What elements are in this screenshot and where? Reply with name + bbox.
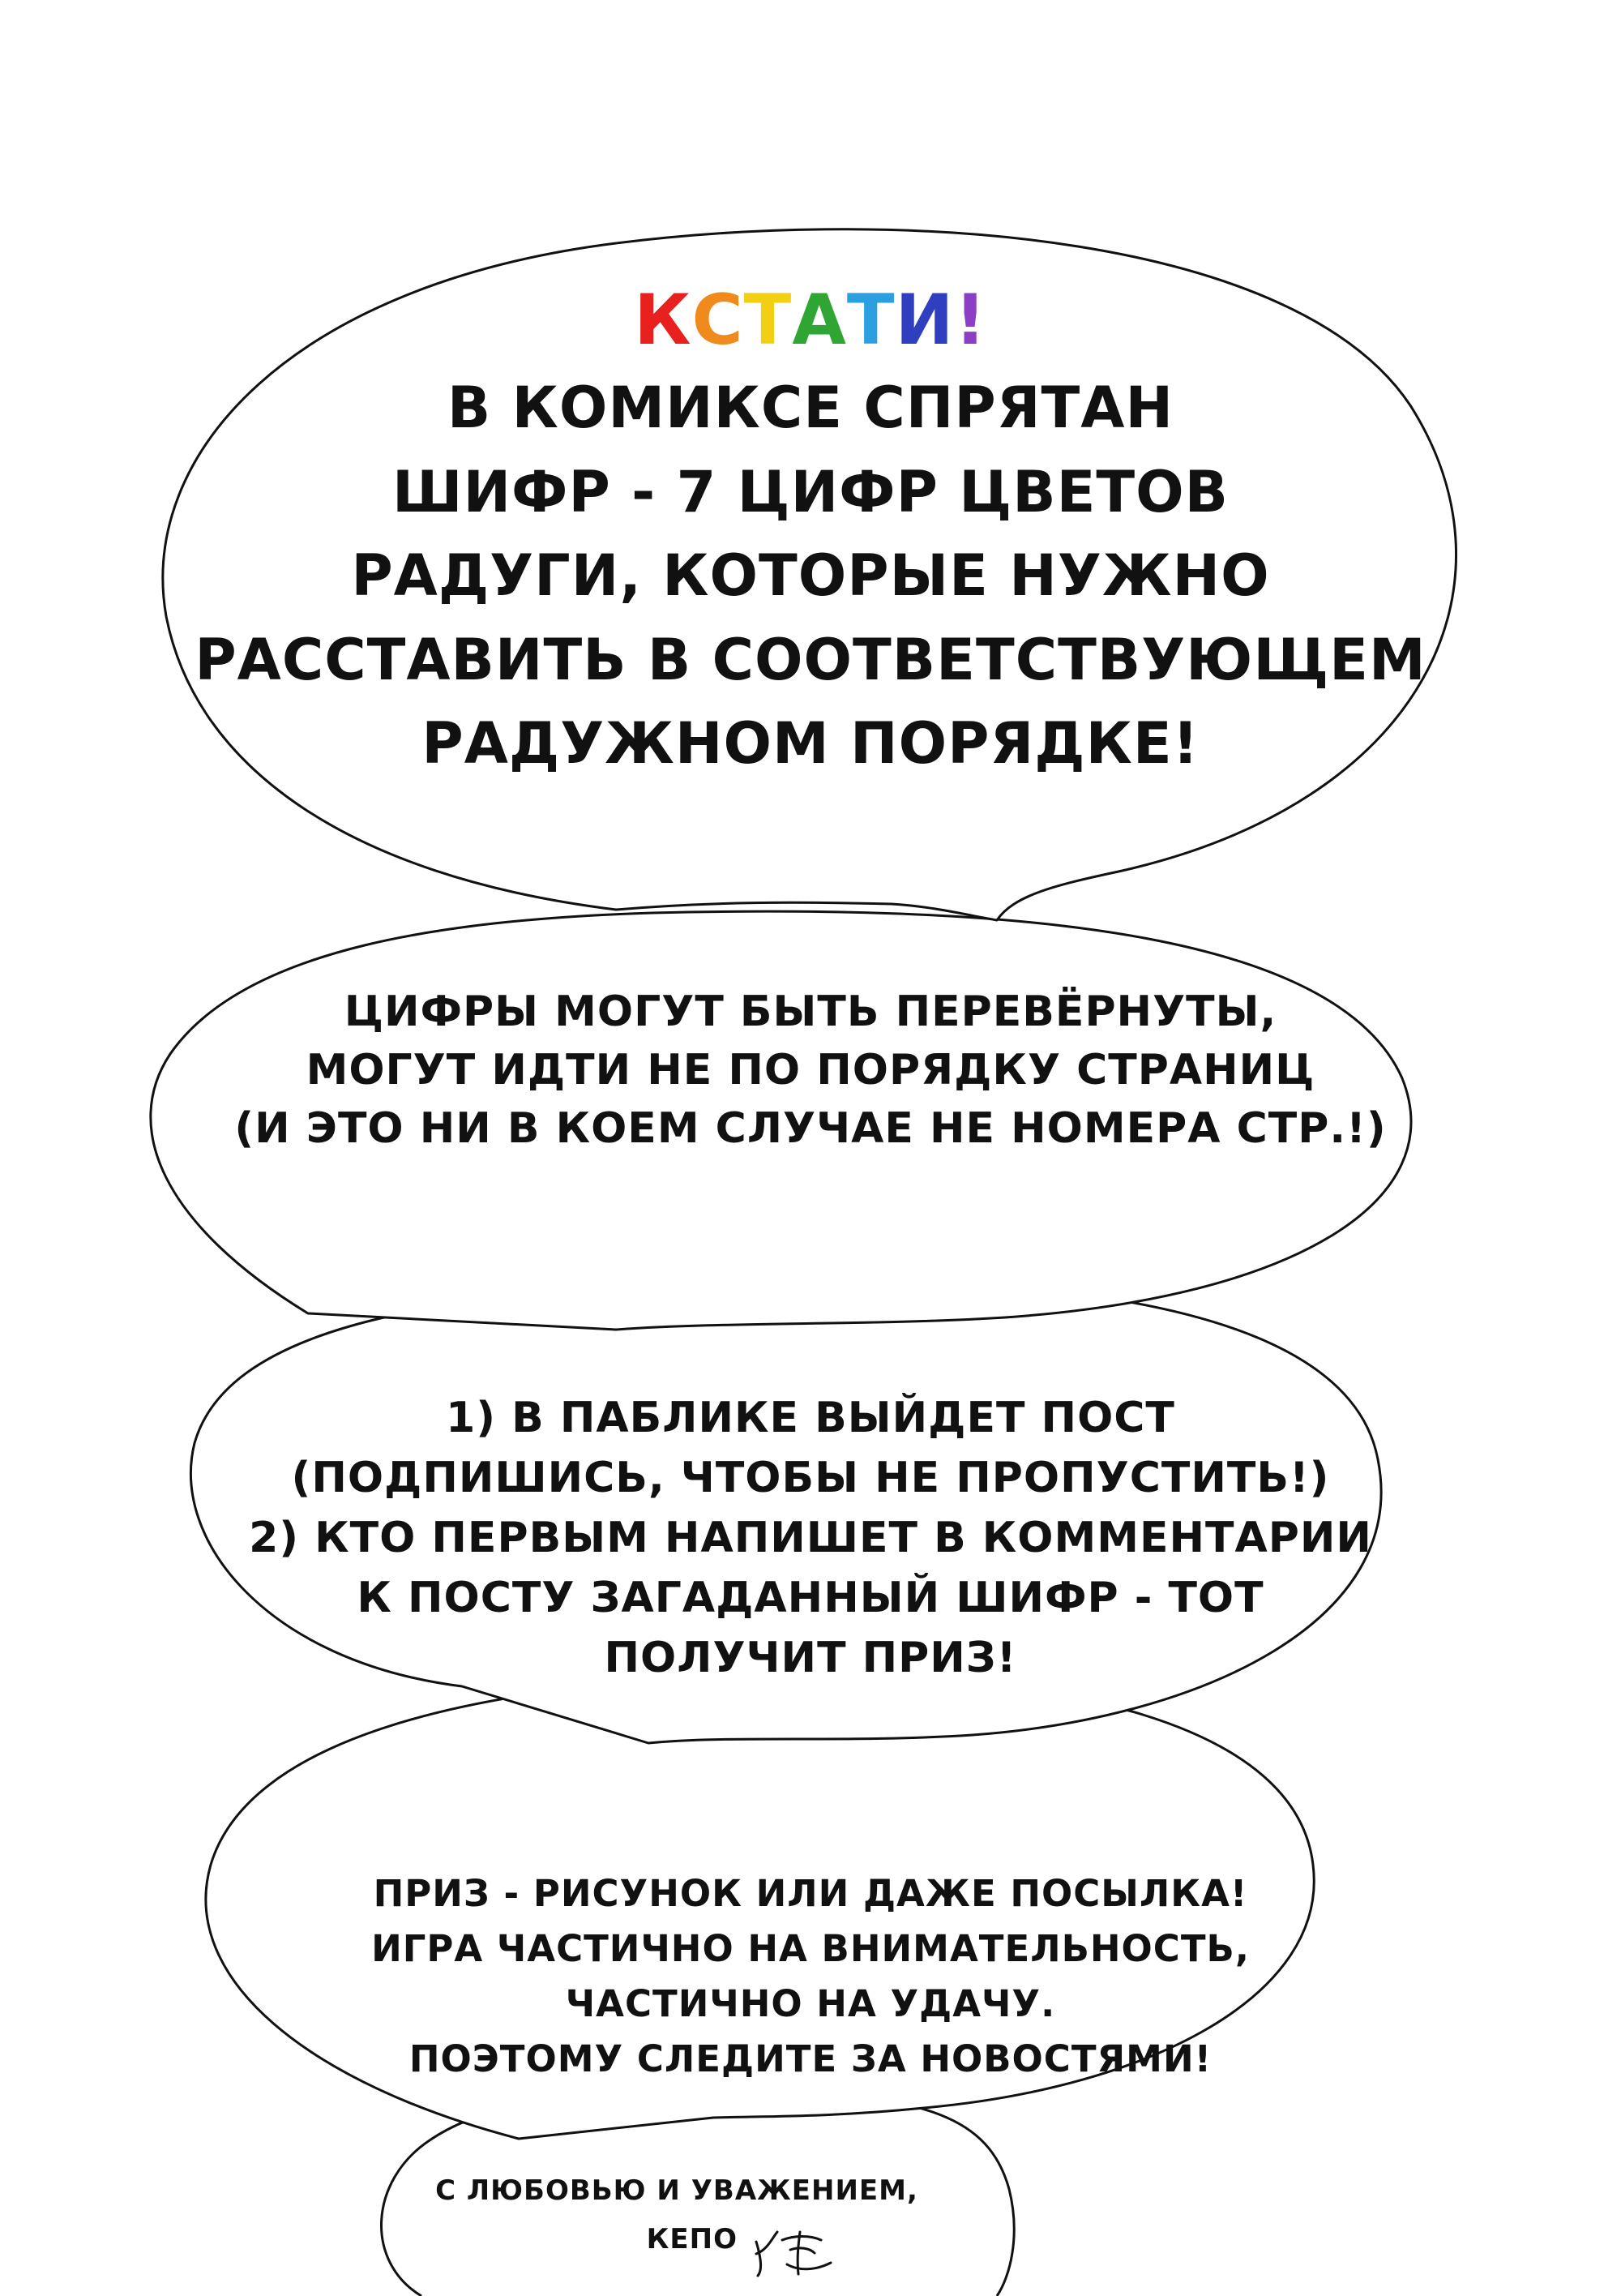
title-kstati bbox=[0, 280, 1621, 361]
signoff-name: КЕПО bbox=[646, 2223, 738, 2255]
title-letter: К bbox=[634, 280, 692, 361]
intro-text: В КОМИКСЕ СПРЯТАН ШИФР - 7 ЦИФР ЦВЕТОВ РАДУГИ, КОТОРЫЕ НУЖНО РАССТАВИТЬ В СООТВЕТСТВУЮЩЕМ РАДУЖНОМ ПОРЯДКЕ! bbox=[195, 375, 1426, 777]
title-letter: А bbox=[792, 280, 847, 361]
rules-text: 1) В ПАБЛИКЕ ВЫЙДЕТ ПОСТ (ПОДПИШИСЬ, ЧТОБЫ НЕ ПРОПУСТИТЬ!) 2) КТО ПЕРВЫМ НАПИШЕТ В КОММЕНТАРИИ К ПОСТУ ЗАГАДАННЫЙ ШИФР - ТОТ ПОЛУЧИТ ПРИЗ! bbox=[249, 1394, 1372, 1682]
author-signature bbox=[750, 2225, 847, 2282]
prize-text: ПРИЗ - РИСУНОК ИЛИ ДАЖЕ ПОСЫЛКА! ИГРА ЧАСТИЧНО НА ВНИМАТЕЛЬНОСТЬ, ЧАСТИЧНО НА УДАЧУ. ПОЭТОМУ СЛЕДИТЕ ЗА НОВОСТЯМИ! bbox=[371, 1872, 1250, 2080]
title-letter: Т bbox=[743, 280, 793, 361]
title-letter: ! bbox=[954, 280, 987, 361]
title-letter: Т bbox=[846, 280, 896, 361]
title-letter: И bbox=[895, 280, 955, 361]
signoff-line: С ЛЮБОВЬЮ И УВАЖЕНИЕМ, bbox=[435, 2174, 918, 2207]
hints-text: ЦИФРЫ МОГУТ БЫТЬ ПЕРЕВЁРНУТЫ, МОГУТ ИДТИ НЕ ПО ПОРЯДКУ СТРАНИЦ (И ЭТО НИ В КОЕМ СЛУЧАЕ НЕ НОМЕРА СТР.!) bbox=[234, 987, 1387, 1153]
title-letter: С bbox=[691, 280, 744, 361]
